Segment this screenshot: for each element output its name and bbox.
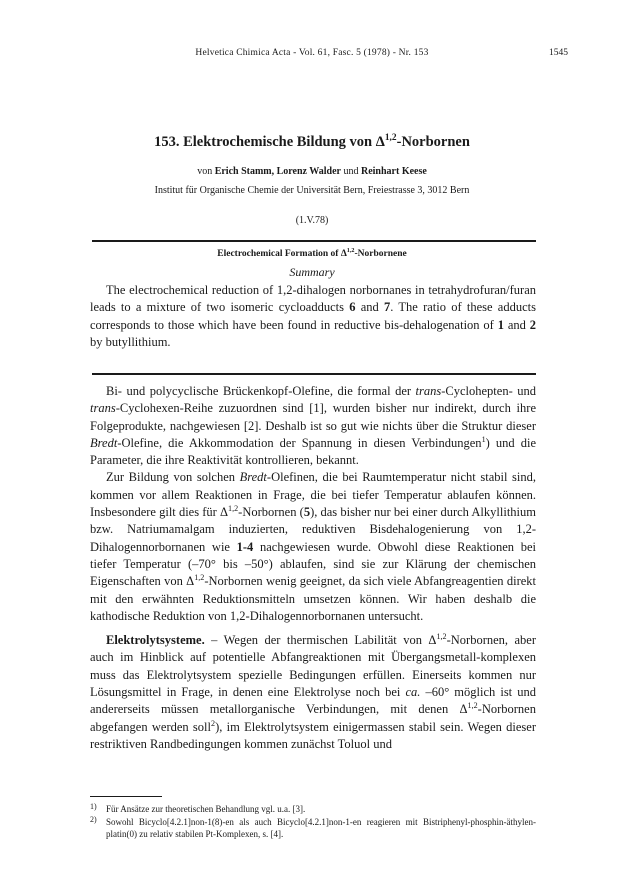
- author-line: von Erich Stamm, Lorenz Walder und Reinhart Keese: [197, 166, 427, 177]
- running-head: [0, 48, 624, 62]
- summary-text: The electrochemical reduction of 1,2-dihalogen norbornanes in tetrahydrofuran/furan leads to a mixture of two isomeric cycloadducts 6 and 7. The ratio of these adducts corresponds to those which have been found in reductive bis-dehalogenation of 1 and 2 by butyllithium.: [90, 283, 536, 349]
- paragraph-1: Bi- und polycyclische Brückenkopf-Olefine, die formal der trans-Cyclohepten- und trans-Cyclohexen-Reihe zuzuordnen sind [1], wurden bisher nur indirekt, durch ihre Folgeprodukte, nachgewiesen [2]. Deshalb ist so gut wie nichts über die Struktur dieser Bredt-Olefine, die Akkommodation der Spannung in diesen Verbindungen$^1$) und die Parameter, die ihre Reaktivität kontrollieren, bekannt.: [90, 384, 536, 468]
- summary-rule: [92, 373, 536, 375]
- author-last: Reinhart Keese: [360, 166, 427, 177]
- english-title: Electrochemical Formation of Δ$^{1,2}$-Norbornene: [217, 247, 407, 259]
- article-title: 153. Elektrochemische Bildung von Δ$^{1,2}$-Norbornen: [154, 133, 470, 150]
- top-rule: [92, 240, 536, 242]
- body-text: [90, 383, 536, 753]
- journal-citation: Helvetica Chimica Acta - Vol. 61, Fasc. 5 (1978) - Nr. 153: [195, 48, 429, 58]
- received-date: (1.V.78): [295, 215, 329, 226]
- footnote: 2) Sowohl Bicyclo[4.2.1]non-1(8)-en als auch Bicyclo[4.2.1]non-1-en reagieren mit Bistriphenyl-phosphin-äthylen-platin(0) zu relativ stabilen Pt-Komplexen, s. [4].: [90, 814, 536, 839]
- page-number: 1545: [549, 48, 568, 58]
- paragraph-2: Zur Bildung von solchen Bredt-Olefinen, die bei Raumtemperatur nicht stabil sind, kommen vor allem Reaktionen in Frage, die bei tiefer Temperatur ablaufen können. Insbesondere gilt dies für Δ$^{1,2}$-Norbornen (5), das bisher nur bei einer durch Alkyllithium bzw. Natriumamalgam induzierten, reduktiven Bisdehalogenierung von 1,2-Dihalogennorbornanen wie 1-4 nachgewiesen wurde. Obwohl diese Reaktionen bei tiefer Temperatur (–70° bis –50°) ablaufen, sind sie zur Klärung der chemischen Eigenschaften von Δ$^{1,2}$-Norbornen wenig geeignet, da sich viele Abfangreagentien direkt mit den erwähnten Reduktionsmitteln umsetzen können. Wir haben deshalb die kathodische Reduktion von 1,2-Dihalogennorbornanen untersucht.: [90, 470, 537, 623]
- footnote-mark: 2): [90, 814, 97, 824]
- footnote-mark: 1): [90, 802, 97, 811]
- footnote-rule: [90, 796, 162, 797]
- author-names: Erich Stamm, Lorenz Walder: [214, 166, 341, 177]
- affiliation: Institut für Organische Chemie der Universität Bern, Freiestrasse 3, 3012 Bern: [154, 185, 470, 196]
- paragraph-3: Elektrolytsysteme. – Wegen der thermischen Labilität von Δ$^{1,2}$-Norbornen, aber auch im Hinblick auf potentielle Abfangreaktionen mit Übergangsmetall-komplexen muss das Elektrolytsystem spezielle Bedingungen erfüllen. Einerseits kommen nur Lösungsmittel in Frage, in denen eine Elektrolyse noch bei ca. –60° möglich ist und andererseits müssen metallorganische Verbindungen, mit denen Δ$^{1,2}$-Norbornen abgefangen werden soll$^2$), im Elektrolytsystem einigermassen stabil sein. Wegen dieser restriktiven Randbedingungen kommen zunächst Toluol und: [90, 632, 536, 751]
- footnotes: [90, 803, 536, 841]
- footnote: 1) Für Ansätze zur theoretischen Behandlung vgl. u.a. [3].: [90, 802, 306, 814]
- section-heading: Elektrolytsysteme.: [106, 633, 205, 648]
- summary-heading: Summary: [289, 265, 335, 279]
